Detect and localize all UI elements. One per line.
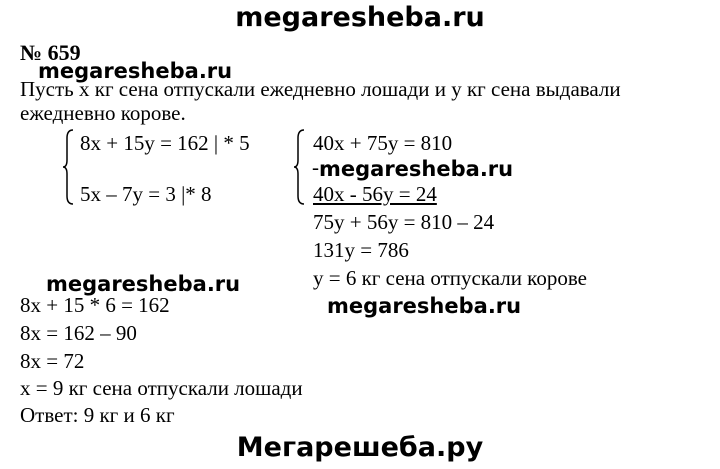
- problem-statement-line-2: ежедневно корове.: [20, 101, 186, 125]
- header-watermark: megaresheba.ru: [235, 2, 485, 33]
- solution-line-2: 8х = 162 – 90: [20, 321, 137, 345]
- system-left-equation-2: 5х – 7у = 3 |* 8: [80, 182, 212, 206]
- system-brace-right: [293, 128, 305, 206]
- answer-line: Ответ: 9 кг и 6 кг: [20, 403, 175, 427]
- solution-line-1: 8х + 15 * 6 = 162: [20, 293, 170, 317]
- system-right-equation-1: 40х + 75у = 810: [313, 131, 453, 155]
- problem-statement-line-1: Пусть х кг сена отпускали ежедневно лошади и у кг сена выдавали: [20, 77, 621, 101]
- footer-watermark: Мегарешеба.ру: [236, 432, 484, 463]
- watermark-text: megaresheba.ru: [38, 59, 233, 83]
- subtraction-sign: -: [312, 155, 319, 179]
- system-brace-left: [62, 128, 74, 206]
- system-left-equation-1: 8х + 15у = 162 | * 5: [80, 131, 250, 155]
- watermark-text: megaresheba.ru: [46, 272, 241, 296]
- watermark-text: megaresheba.ru: [327, 294, 522, 318]
- solution-line-4: х = 9 кг сена отпускали лошади: [20, 376, 303, 400]
- problem-number: № 659: [20, 40, 81, 65]
- solution-step-1: 75у + 56у = 810 – 24: [313, 210, 495, 234]
- solution-result-y: у = 6 кг сена отпускали корове: [313, 266, 587, 290]
- watermark-text: megaresheba.ru: [319, 157, 514, 181]
- solution-line-3: 8х = 72: [20, 349, 85, 373]
- solution-step-2: 131у = 786: [313, 238, 409, 262]
- system-right-equation-2: 40х - 56у = 24: [313, 182, 437, 206]
